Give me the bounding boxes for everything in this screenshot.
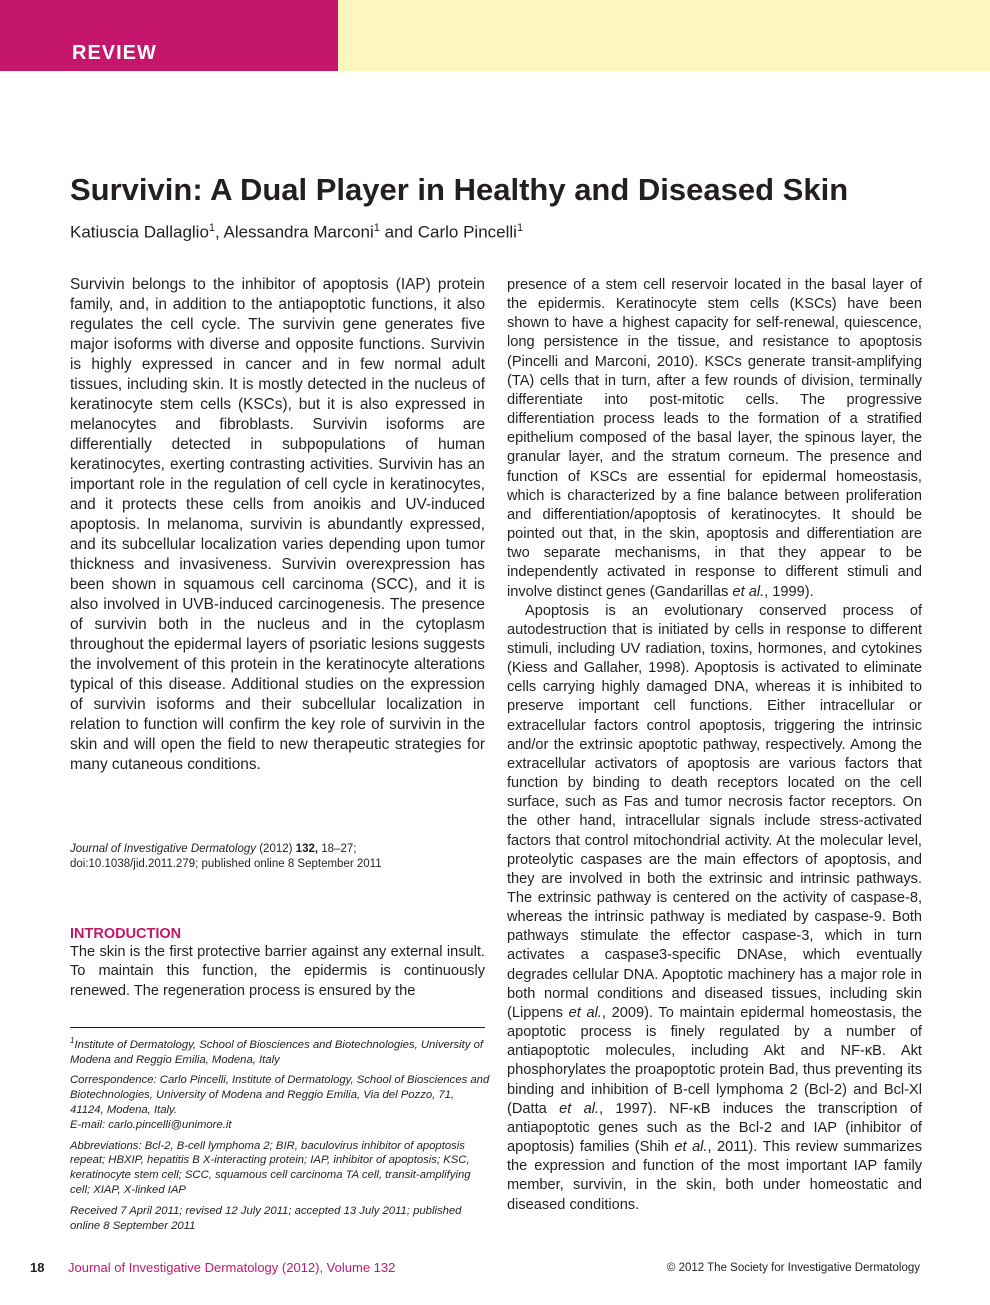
author-affiliation-mark: 1 xyxy=(516,222,524,234)
citation xyxy=(70,842,490,872)
footnotes xyxy=(70,1034,490,1239)
et-al: et al. xyxy=(568,1004,602,1021)
right-column xyxy=(507,276,922,1215)
footer-copyright: © 2012 The Society for Investigative Dermatology xyxy=(666,1262,920,1274)
introduction-heading: INTRODUCTION xyxy=(70,926,182,942)
footnote-divider xyxy=(70,1027,485,1028)
footnote-received: Received 7 April 2011; revised 12 July 2011; accepted 13 July 2011; published online 8 September 2011 xyxy=(70,1204,462,1232)
et-al: et al. xyxy=(732,583,765,600)
introduction-left-text: The skin is the first protective barrier against any external insult. To maintain this function, the epidermis is continuously renewed. The regeneration process is ensured by the xyxy=(70,944,485,999)
citation-doi: doi:10.1038/jid.2011.279; published online 8 September 2011 xyxy=(70,858,382,870)
et-al: et al. xyxy=(674,1139,708,1156)
author-name: Carlo Pincelli xyxy=(417,222,517,242)
paragraph-text: presence of a stem cell reservoir located in the basal layer of the epidermis. Keratinocyte stem cells (KSCs) have been shown to have a highest capacity for self-renewal, quiescence, long persistence in the tissue, and resistance to apoptosis (Pincelli and Marconi, 2010). KSCs generate transit-amplifying (TA) cells that in turn, after a few rounds of division, terminally differentiate into post-mitotic cells. The progressive differentiation process leads to the formation of a stratified epithelium composed of the basal layer, the spinous layer, the granular layer, and the stratum corneum. The presence and function of KSCs are essential for epidermal homeostasis, which is characterized by a fine balance between proliferation and differentiation/apoptosis of keratinocytes. It should be pointed out that, in the skin, apoptosis and differentiation are two separate mechanisms, in that they appear to be independently activated in response to different stimuli and involve distinct genes (Gandarillas xyxy=(507,277,922,600)
author-name: Alessandra Marconi xyxy=(223,222,374,242)
author-affiliation-mark: 1 xyxy=(373,222,380,234)
paragraph-text: Apoptosis is an evolutionary conserved process of autodestruction that is initiated by cells in response to different stimuli, including UV radiation, toxins, hormones, and cytokines (Kiess and Gallaher, 1998). Apoptosis is activated to eliminate cells carrying highly damaged DNA, whereas it is inhibited to preserve important cell functions. Either intracellular or extracellular factors control apoptosis, triggering the intrinsic and/or the extrinsic apoptotic pathway, respectively. Among the extracellular activators of apoptosis are various factors that function by binding to death receptors located on the cell surface, such as Fas and tumor necrosis factor receptors. On the other hand, intracellular signals include stress-activated factors that control mitochondrial activity. At the molecular level, proteolytic caspases are the main effectors of apoptosis, and they are involved in both the extrinsic and intrinsic pathways. The extrinsic pathway is centered on the activity of caspase-8, whereas the intrinsic pathway is mediated by caspase-9. Both pathways stimulate the effector caspase-3, which in turn activates a caspase3-specific DNAse, which eventually degrades cellular DNA. Apoptotic machinery has a major role in both normal conditions and diseased tissues, including skin (Lippens xyxy=(507,602,922,1021)
header-band-magenta xyxy=(0,0,338,71)
affiliation-text: Institute of Dermatology, School of Biosciences and Biotechnologies, University of Modena and Reggio Emilia, Modena, Italy xyxy=(70,1038,484,1066)
author-name: Katiuscia Dallaglio xyxy=(70,222,209,242)
page-number: 18 xyxy=(30,1260,45,1275)
author-list xyxy=(70,215,523,246)
header-band-yellow xyxy=(338,0,990,71)
author-separator: , xyxy=(215,222,224,242)
paragraph-text: , 1997). NF-κB induces the transcription of antiapoptotic genes such as the Bcl-2 and IAP (inhibitor of apoptosis) families (Shih xyxy=(507,1100,923,1156)
paragraph-text: , 1999). xyxy=(764,583,814,600)
footnote-affiliation xyxy=(70,1034,490,1067)
citation-volume: 132, xyxy=(295,843,319,855)
affiliation-mark: 1 xyxy=(70,1036,75,1045)
section-label: REVIEW xyxy=(72,42,157,64)
author-affiliation-mark: 1 xyxy=(208,222,216,234)
footnote-correspondence xyxy=(70,1073,490,1132)
paragraph-text: , 2009). To maintain epidermal homeostasis, the apoptotic process is finely regulated by a number of antiapoptotic molecules, including Akt and NF-κB. Akt phosphorylates the proapoptotic protein Bad, thus preventing its binding and inhibition of B-cell lymphoma 2 (Bcl-2) and Bcl-Xl (Datta xyxy=(507,1004,922,1117)
author-separator: and xyxy=(379,222,418,242)
footer-journal: Journal of Investigative Dermatology (2012), Volume 132 xyxy=(68,1260,396,1275)
correspondence-text: Correspondence: Carlo Pincelli, Institute of Dermatology, School of Biosciences and Biotechnologies, University of Modena and Reggio Emilia, Via del Pozzo, 71, 41124, Modena, Italy. xyxy=(70,1074,490,1116)
paragraph xyxy=(507,602,922,1215)
article-title: Survivin: A Dual Player in Healthy and Diseased Skin xyxy=(70,172,849,207)
paragraph xyxy=(507,276,922,602)
correspondence-email: E-mail: carlo.pincelli@unimore.it xyxy=(70,1118,232,1131)
footnote-abbreviations: Abbreviations: Bcl-2, B-cell lymphoma 2; BIR, baculovirus inhibitor of apoptosis repeat; HBXIP, hepatitis B X-interacting protein; IAP, inhibitor of apoptosis; KSC, keratinocyte stem cell; SCC, squamous cell carcinoma TA cell, transit-amplifying cell; XIAP, X-linked IAP xyxy=(70,1139,471,1196)
et-al: et al. xyxy=(559,1100,599,1117)
abstract: Survivin belongs to the inhibitor of apoptosis (IAP) protein family, and, in addition to the antiapoptotic functions, it also regulates the cell cycle. The survivin gene generates five major isoforms with diverse and opposite functions. Survivin is highly expressed in cancer and in few normal adult tissues, including skin. It is mostly detected in the nucleus of keratinocyte stem cells (KSCs), but it is also expressed in melanocytes and fibroblasts. Survivin isoforms are differentially detected in subpopulations of human keratinocytes, exerting contrasting activities. Survivin has an important role in the regulation of cell cycle in keratinocytes, and it protects these cells from anoikis and UV-induced apoptosis. In melanoma, survivin is abundantly expressed, and its subcellular localization varies depending upon tumor thickness and invasiveness. Survivin overexpression has been shown in squamous cell carcinoma (SCC), and it is also involved in UVB-induced carcinogenesis. The presence of survivin both in the nucleus and in the cytoplasm throughout the epidermal layers of psoriatic lesions suggests the involvement of this protein in the keratinocyte alterations typical of this disease. Additional studies on the expression of survivin isoforms and their subcellular localization in relation to function will confirm the key role of survivin in the skin and will open the field to new therapeutic strategies for many cutaneous conditions. xyxy=(70,276,485,773)
citation-pages: 18–27; xyxy=(321,843,357,855)
paragraph-text: , 2011). This review summarizes the expression and function of the most important IAP family member, survivin, in the skin, both under homeostatic and diseased conditions. xyxy=(507,1139,922,1213)
citation-journal: Journal of Investigative Dermatology xyxy=(70,843,257,855)
citation-year: (2012) xyxy=(259,843,293,855)
